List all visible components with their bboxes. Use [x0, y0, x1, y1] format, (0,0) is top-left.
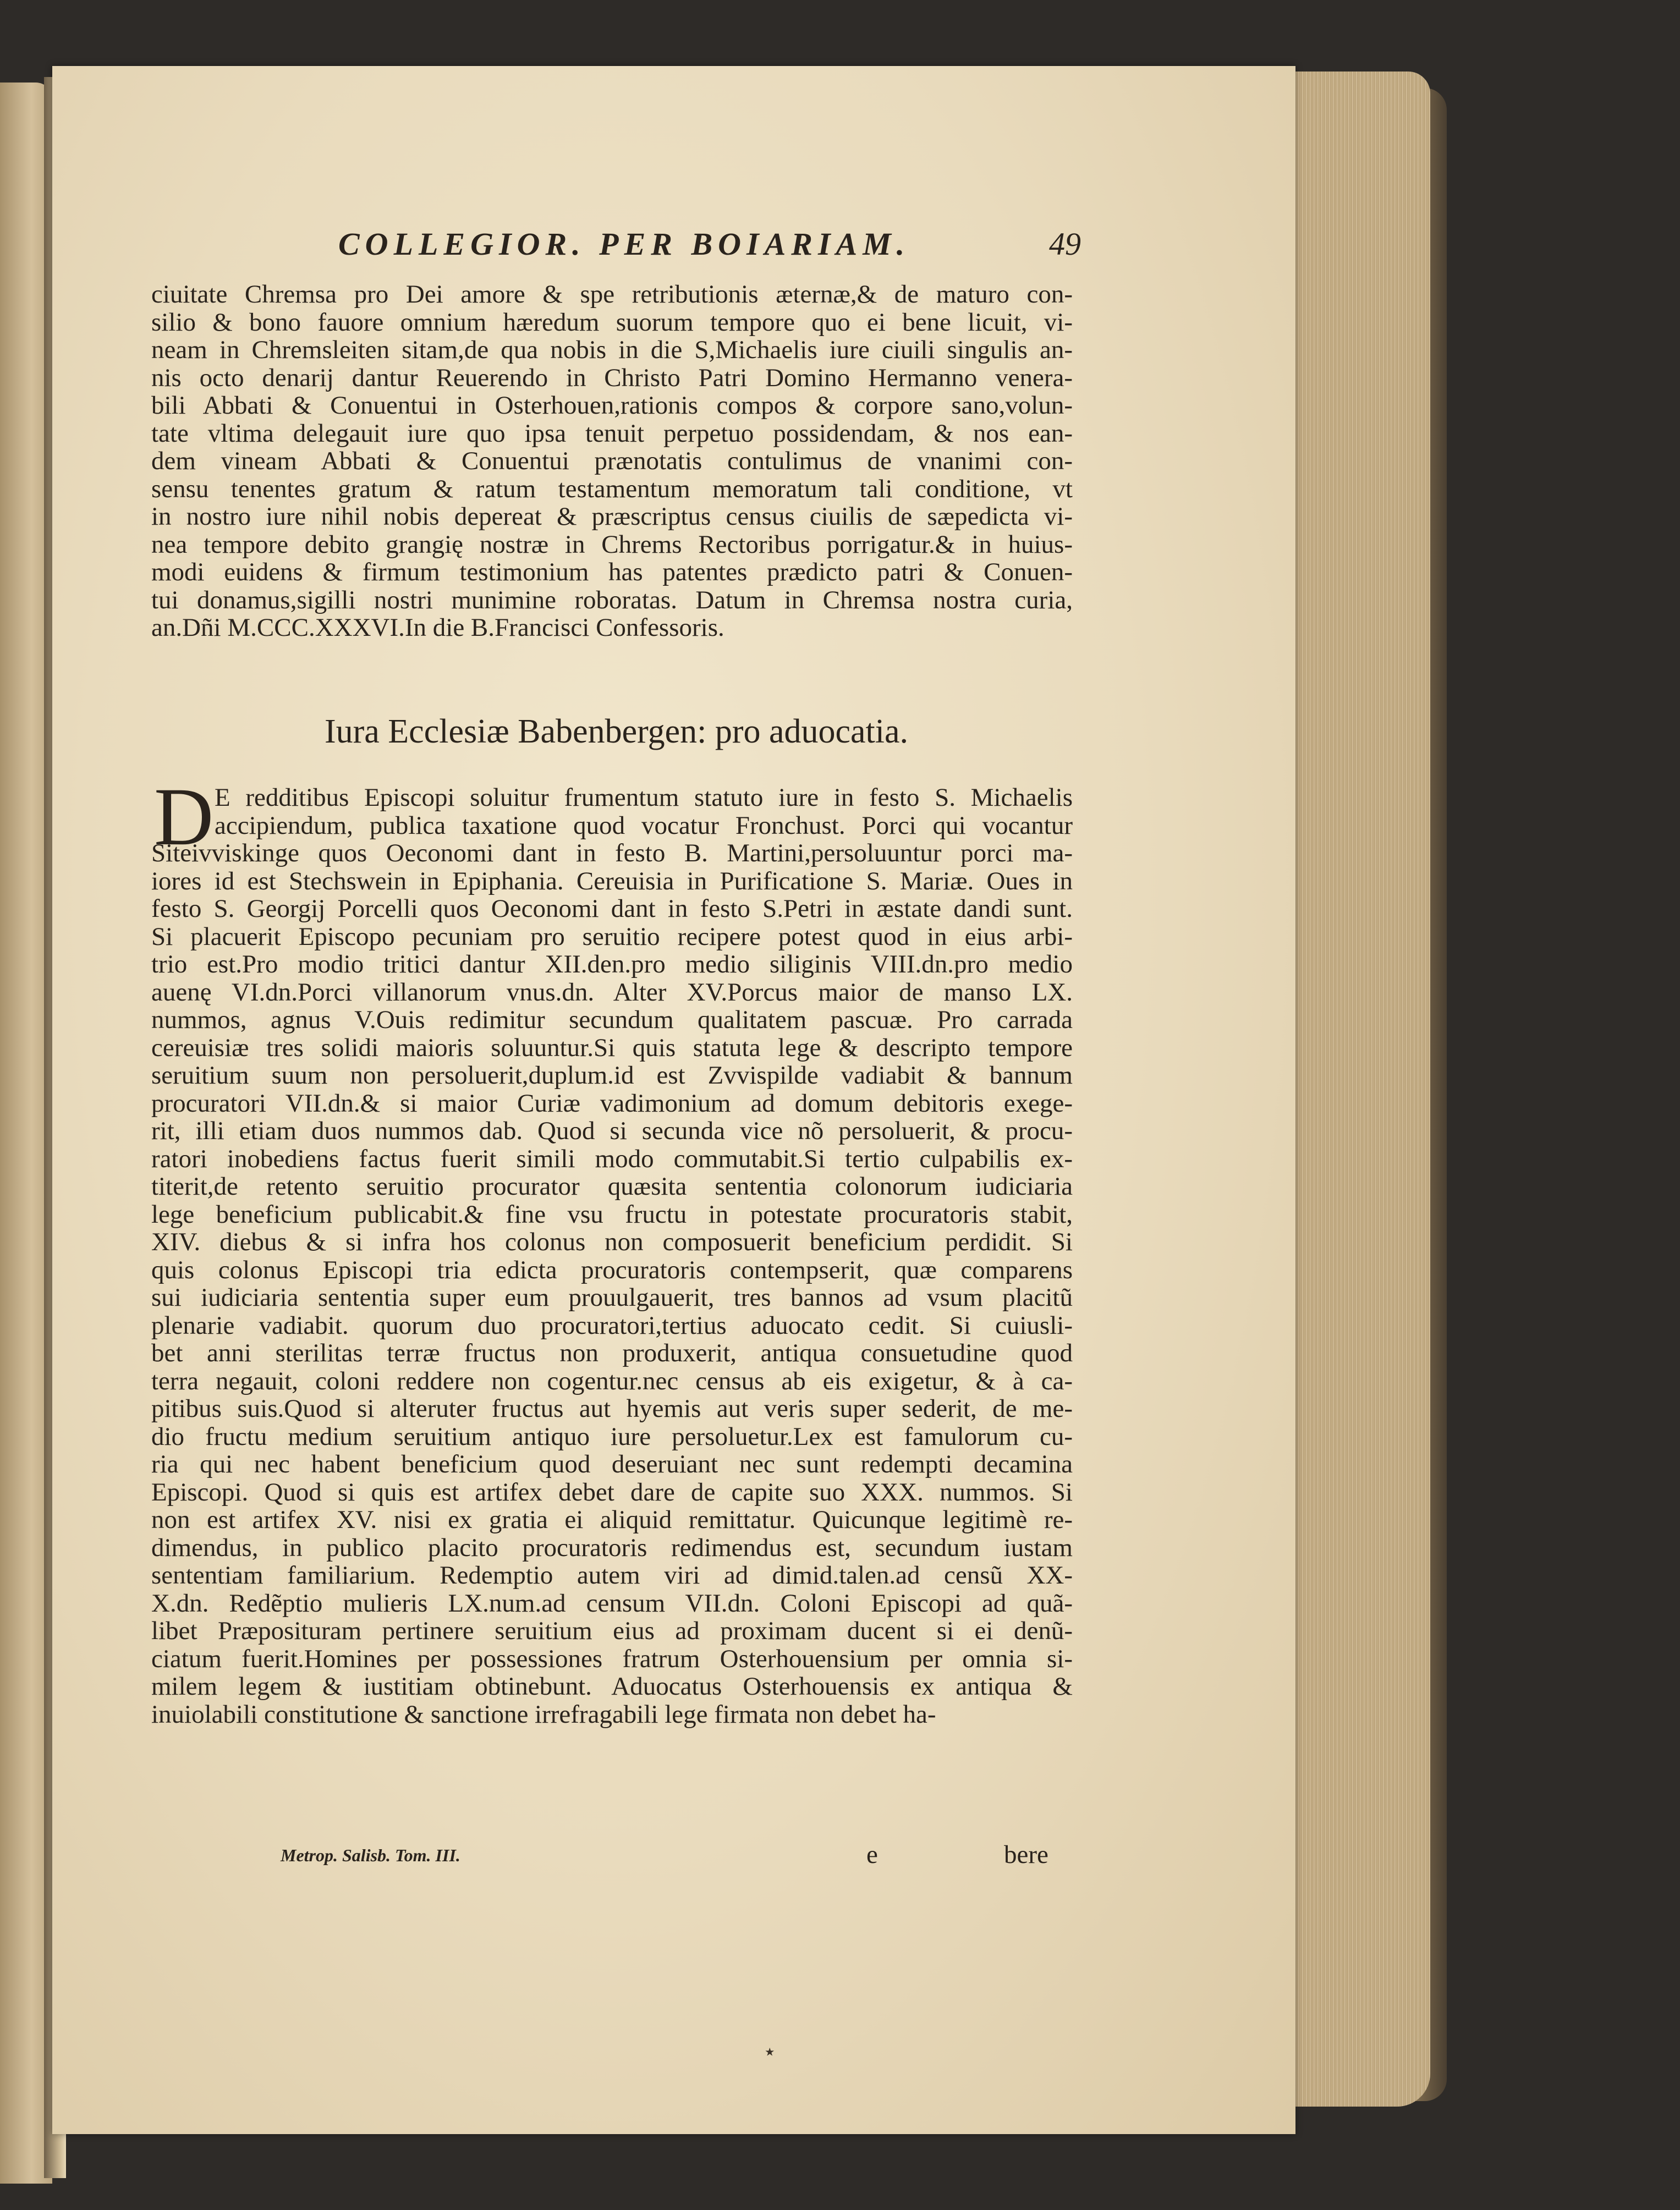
text-line: rit, illi etiam duos nummos dab. Quod si secunda vice nõ persoluerit, & procu- [151, 1117, 1073, 1145]
text-line: nummos, agnus V.Ouis redimitur secundum qualitatem pascuæ. Pro carrada [151, 1006, 1073, 1034]
text-line: dimendus, in publico placito procuratoris redimendus est, secundum iustam [151, 1533, 1073, 1562]
text-line: cereuisiæ tres solidi maioris soluuntur.Si quis statuta lege & descripto tempore [151, 1033, 1073, 1062]
text-line: in nostro iure nihil nobis depereat & præscriptus census ciuilis de sæpedicta vi- [151, 503, 1073, 531]
text-line: libet Præposituram pertinere seruitium eius ad proximam ducent si ei denũ- [151, 1617, 1073, 1645]
text-line: lege beneficium publicabit.& fine vsu fructu in potestate procuratoris stabit, [151, 1200, 1073, 1228]
text-line: titerit,de retento seruitio procurator quæsita sententia colonorum iudiciaria [151, 1173, 1073, 1201]
text-line: accipiendum, publica taxatione quod vocatur Fronchust. Porci qui vocantur [215, 811, 1073, 839]
text-line: silio & bono fauore omnium hæredum suorum tempore quo ei bene licuit, vi- [151, 308, 1073, 336]
drop-capital: D [154, 771, 214, 862]
text-line: Si placuerit Episcopo pecuniam pro seruitio recipere potest quod in eius arbi- [151, 922, 1073, 950]
text-line: ciatum fuerit.Homines per possessiones fratrum Osterhouensium per omnia si- [151, 1645, 1073, 1673]
text-line: Siteivviskinge quos Oeconomi dant in festo B. Martini,persoluuntur porci ma- [151, 839, 1073, 867]
text-line: seruitium suum non persoluerit,duplum.id est Zvvispilde vadiabit & bannum [151, 1062, 1073, 1090]
page-number: 49 [1049, 226, 1081, 262]
text-line: an.Dñi M.CCC.XXXVI.In die B.Francisci Confessoris. [151, 614, 724, 642]
text-line: neam in Chremsleiten sitam,de qua nobis in die S,Michaelis iure ciuili singulis an- [151, 336, 1073, 364]
text-line: dio fructu medium seruitium antiquo iure persoluetur.Lex est famulorum cu- [151, 1422, 1073, 1450]
paragraph-iura [151, 784, 1073, 1728]
signature-letter: e [866, 1840, 878, 1869]
text-line: tate vltima delegauit iure quo ipsa tenuit perpetuo possidendam, & nos ean- [151, 419, 1073, 447]
text-line: E redditibus Episcopi soluitur frumentum statuto iure in festo S. Michaelis [215, 784, 1073, 812]
section-heading: Iura Ecclesiæ Babenbergen: pro aduocatia. [325, 713, 909, 750]
text-line: Episcopi. Quod si quis est artifex debet dare de capite suo XXX. nummos. Si [151, 1478, 1073, 1506]
text-line: dem vineam Abbati & Conuentui prænotatis contulimus de vnanimi con- [151, 447, 1073, 475]
text-line: bet anni sterilitas terræ fructus non produxerit, antiqua consuetudine quod [151, 1339, 1073, 1367]
text-line: festo S. Georgij Porcelli quos Oeconomi dant in festo S.Petri in æstate dandi sunt. [151, 895, 1073, 923]
text-line: sententiam familiarium. Redemptio autem viri ad dimid.talen.ad censũ XX- [151, 1562, 1073, 1590]
text-line: milem legem & iustitiam obtinebunt. Aduocatus Osterhouensis ex antiqua & [151, 1673, 1073, 1701]
signature-mark: Metrop. Salisb. Tom. III. [281, 1845, 460, 1865]
text-line: iores id est Stechswein in Epiphania. Cereuisia in Purificatione S. Mariæ. Oues in [151, 867, 1073, 895]
text-line: pitibus suis.Quod si alteruter fructus aut hyemis aut veris super sederit, de me- [151, 1395, 1073, 1423]
stray-mark: ٭ [765, 2042, 775, 2062]
text-line: nea tempore debito grangię nostræ in Chrems Rectoribus porrigatur.& in huius- [151, 530, 1073, 558]
running-title: COLLEGIOR. PER BOIARIAM. [338, 226, 910, 262]
text-line: ria qui nec habent beneficium quod deseruiant nec sunt redempti decamina [151, 1450, 1073, 1478]
running-head [338, 226, 1081, 275]
text-line: terra negauit, coloni reddere non cogentur.nec census ab eis exigetur, & à ca- [151, 1367, 1073, 1395]
catchword: bere [1004, 1840, 1048, 1869]
text-line: inuiolabili constitutione & sanctione irrefragabili lege firmata non debet ha- [151, 1700, 936, 1728]
text-line: X.dn. Redẽptio mulieris LX.num.ad censum VII.dn. Coloni Episcopi ad quã- [151, 1589, 1073, 1617]
paragraph-charter [151, 281, 1073, 642]
text-line: trio est.Pro modio tritici dantur XII.den.pro medio siliginis VIII.dn.pro medio [151, 950, 1073, 978]
text-line: sensu tenentes gratum & ratum testamentum memoratum tali conditione, vt [151, 475, 1073, 503]
text-line: sui iudiciaria sententia super eum prouulgauerit, tres bannos ad vsum placitũ [151, 1284, 1073, 1312]
page-fore-edge [1284, 72, 1430, 2107]
text-line: plenarie vadiabit. quorum duo procuratori,tertius aduocato cedit. Si cuiusli- [151, 1311, 1073, 1339]
text-line: bili Abbati & Conuentui in Osterhouen,rationis compos & corpore sano,volun- [151, 392, 1073, 420]
text-line: auenę VI.dn.Porci villanorum vnus.dn. Alter XV.Porcus maior de manso LX. [151, 978, 1073, 1006]
text-line: ciuitate Chremsa pro Dei amore & spe retributionis æternæ,& de maturo con- [151, 281, 1073, 309]
text-line: procuratori VII.dn.& si maior Curiæ vadimonium ad domum debitoris exege- [151, 1089, 1073, 1117]
text-line: tui donamus,sigilli nostri munimine roboratas. Datum in Chremsa nostra curia, [151, 586, 1073, 614]
text-line: ratori inobediens factus fuerit simili modo commutabit.Si tertio culpabilis ex- [151, 1145, 1073, 1173]
text-line: XIV. diebus & si infra hos colonus non composuerit beneficium perdidit. Si [151, 1228, 1073, 1256]
text-line: modi euidens & firmum testimonium has patentes prædicto patri & Conuen- [151, 558, 1073, 586]
text-line: nis octo denarij dantur Reuerendo in Christo Patri Domino Hermanno venera- [151, 364, 1073, 392]
text-line: quis colonus Episcopi tria edicta procuratoris contempserit, quæ comparens [151, 1256, 1073, 1284]
text-line: non est artifex XV. nisi ex gratia ei aliquid remittatur. Quicunque legitimè re- [151, 1506, 1073, 1534]
